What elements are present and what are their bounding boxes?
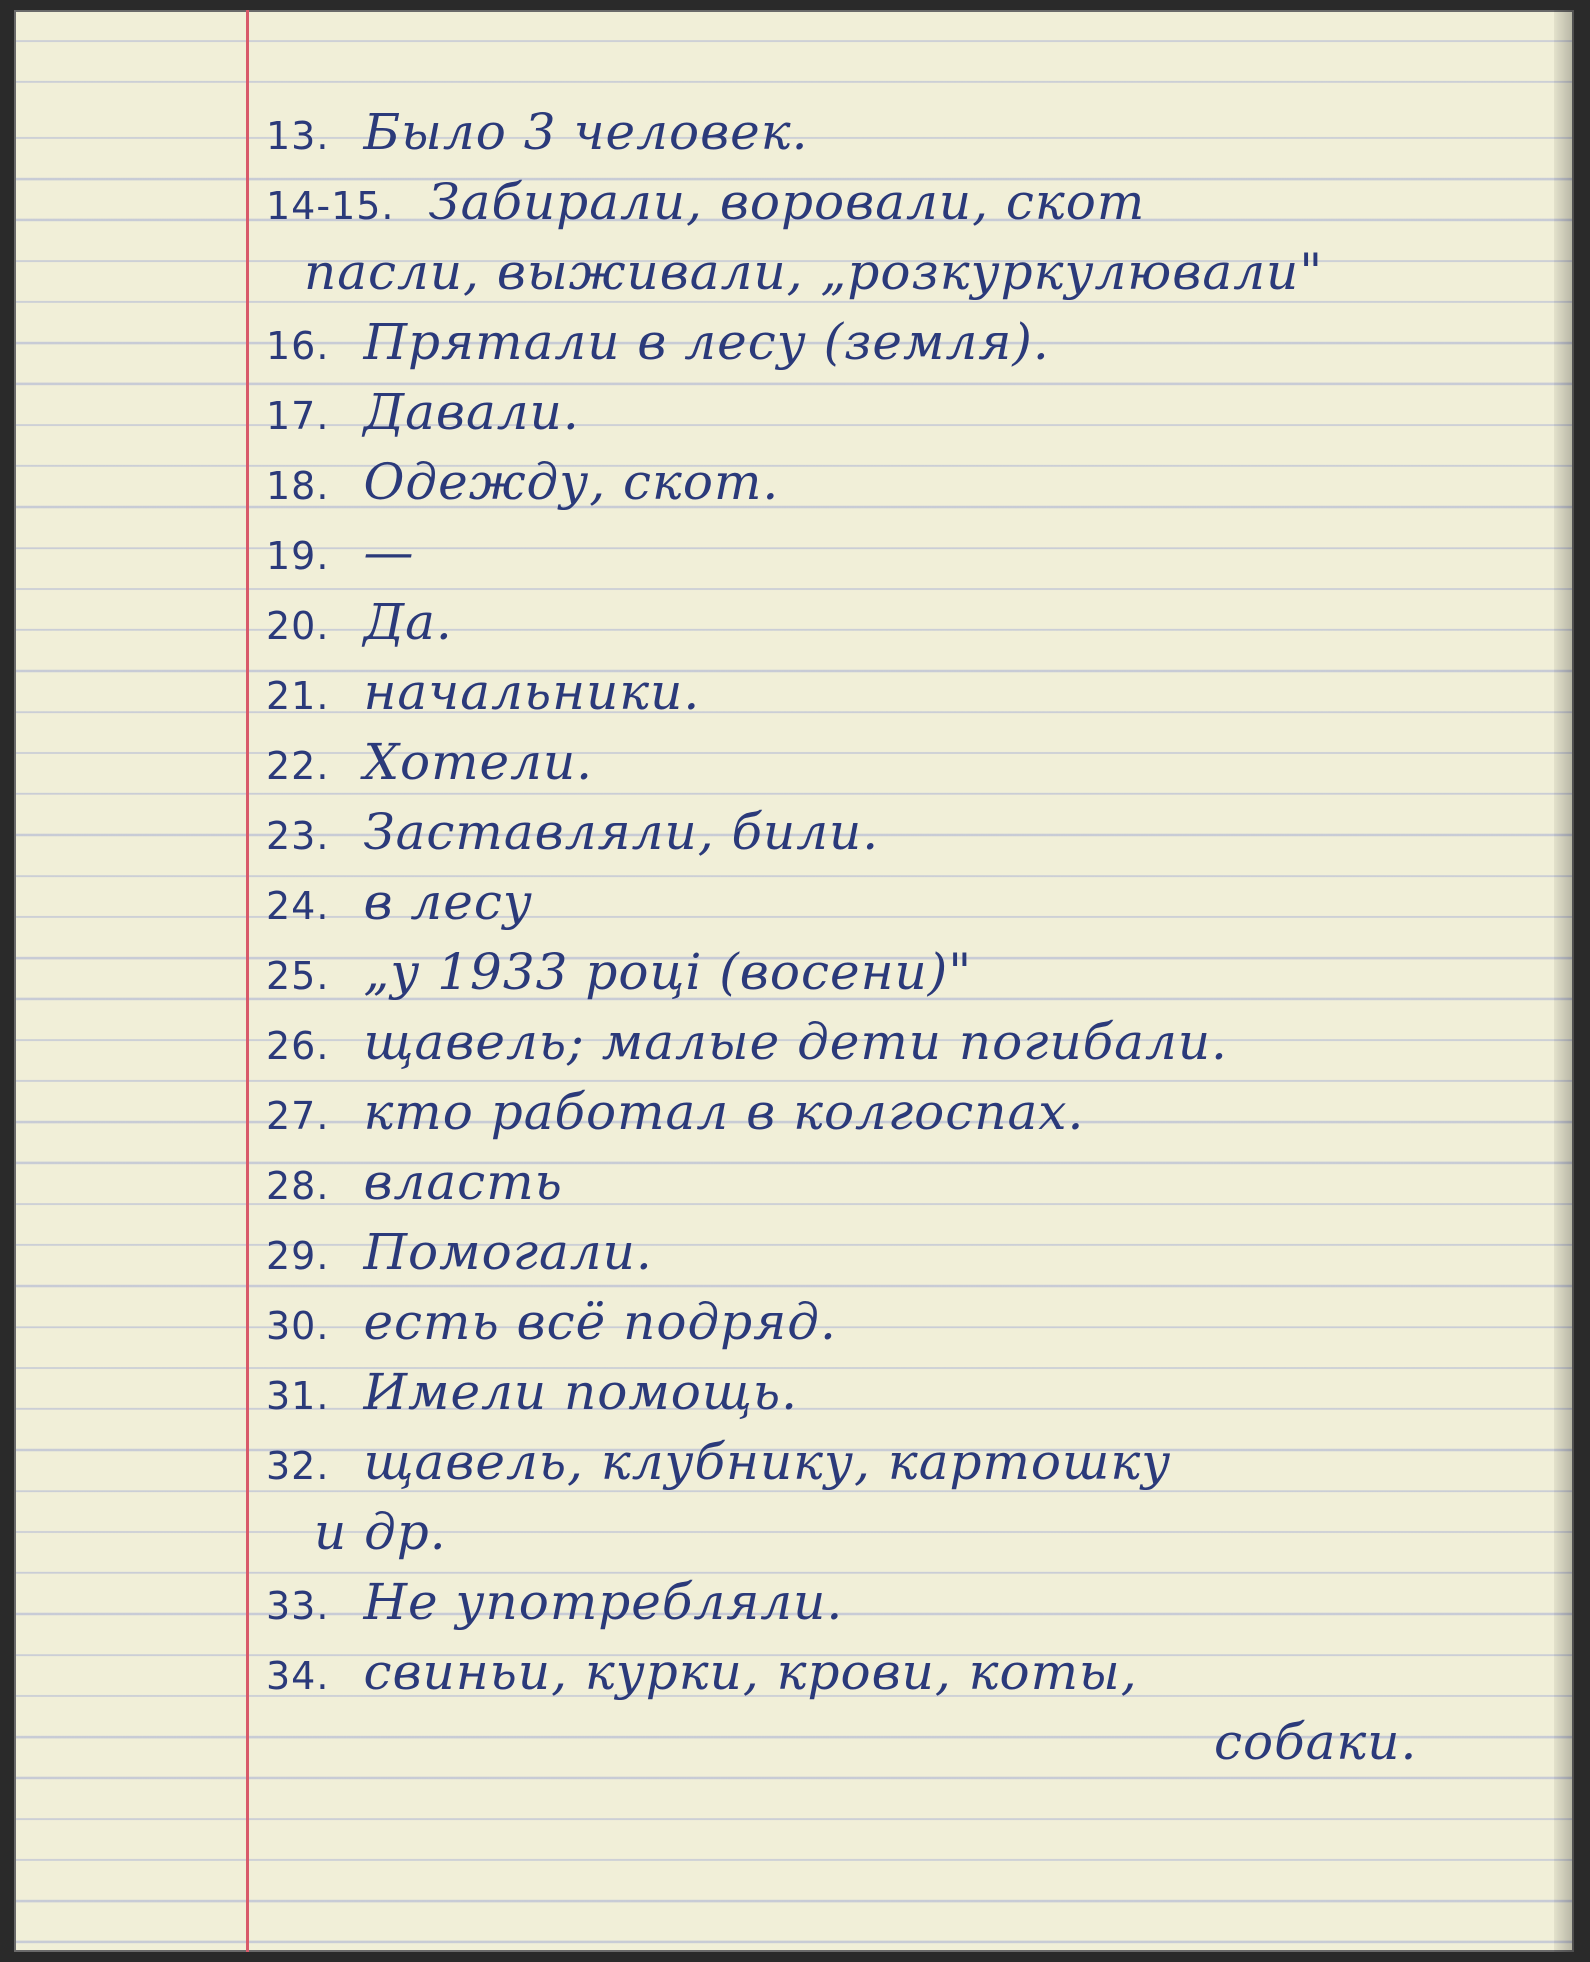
notebook-page xyxy=(14,10,1574,1952)
answer-number: 26. xyxy=(266,1024,330,1068)
answer-line xyxy=(266,1642,1138,1706)
answer-number: 20. xyxy=(266,604,330,648)
answer-line xyxy=(266,592,453,656)
answer-text: Заставляли, били. xyxy=(363,803,880,861)
answer-number: 13. xyxy=(266,114,330,158)
answer-text: есть всё подряд. xyxy=(363,1293,837,1351)
answer-text: в лесу xyxy=(363,873,533,931)
answer-number: 17. xyxy=(266,394,330,438)
answer-line xyxy=(266,382,580,446)
answer-number: 16. xyxy=(266,324,330,368)
answer-number: 18. xyxy=(266,464,330,508)
answer-line xyxy=(266,1362,798,1426)
answer-number: 27. xyxy=(266,1094,330,1138)
answer-text: щавель; малые дети погибали. xyxy=(363,1013,1228,1071)
answer-text: и др. xyxy=(314,1503,447,1561)
answer-text: Прятали в лесу (земля). xyxy=(363,313,1050,371)
answer-line xyxy=(266,172,1145,236)
answer-text: кто работал в колгоспах. xyxy=(363,1083,1085,1141)
answer-line xyxy=(266,1082,1084,1146)
handwritten-answers xyxy=(14,10,1574,1952)
answer-text: Помогали. xyxy=(363,1223,653,1281)
answer-text: начальники. xyxy=(363,663,701,721)
answer-line xyxy=(1214,1712,1417,1772)
answer-text: „у 1933 році (восени)" xyxy=(363,943,973,1001)
answer-number: 19. xyxy=(266,534,330,578)
answer-line xyxy=(266,662,700,726)
answer-line xyxy=(266,872,533,936)
answer-number: 21. xyxy=(266,674,330,718)
answer-line xyxy=(266,452,779,516)
answer-number: 28. xyxy=(266,1164,330,1208)
answer-number: 30. xyxy=(266,1304,330,1348)
answer-line xyxy=(314,1502,447,1562)
answer-number: 23. xyxy=(266,814,330,858)
answer-text: собаки. xyxy=(1214,1713,1418,1771)
answer-number: 29. xyxy=(266,1234,330,1278)
answer-text: власть xyxy=(363,1153,563,1211)
answer-text: Не употребляли. xyxy=(363,1573,844,1631)
answer-number: 32. xyxy=(266,1444,330,1488)
answer-text: пасли, выживали, „розкуркулювали" xyxy=(304,243,1324,301)
answer-line xyxy=(266,1152,563,1216)
answer-line xyxy=(266,312,1050,376)
answer-number: 31. xyxy=(266,1374,330,1418)
answer-line xyxy=(266,1222,653,1286)
answer-text: Забирали, воровали, скот xyxy=(428,173,1146,231)
answer-line xyxy=(266,1572,843,1636)
answer-text: Было 3 человек. xyxy=(363,103,809,161)
answer-number: 25. xyxy=(266,954,330,998)
answer-line xyxy=(266,522,414,586)
answer-text: Имели помощь. xyxy=(363,1363,799,1421)
answer-text: — xyxy=(363,523,415,581)
answer-line xyxy=(266,1292,837,1356)
answer-text: Давали. xyxy=(363,383,580,441)
answer-number: 34. xyxy=(266,1654,330,1698)
answer-text: свиньи, курки, крови, коты, xyxy=(363,1643,1138,1701)
answer-number: 22. xyxy=(266,744,330,788)
answer-line xyxy=(266,942,972,1006)
answer-line xyxy=(304,242,1323,302)
answer-text: Одежду, скот. xyxy=(363,453,780,511)
answer-number: 24. xyxy=(266,884,330,928)
answer-line xyxy=(266,1012,1228,1076)
answer-text: Хотели. xyxy=(363,733,594,791)
answer-line xyxy=(266,802,879,866)
answer-line xyxy=(266,1432,1171,1496)
answer-number: 33. xyxy=(266,1584,330,1628)
answer-text: щавель, клубнику, картошку xyxy=(363,1433,1172,1491)
answer-line xyxy=(266,102,809,166)
answer-text: Да. xyxy=(363,593,453,651)
answer-number: 14-15. xyxy=(266,184,395,228)
answer-line xyxy=(266,732,593,796)
